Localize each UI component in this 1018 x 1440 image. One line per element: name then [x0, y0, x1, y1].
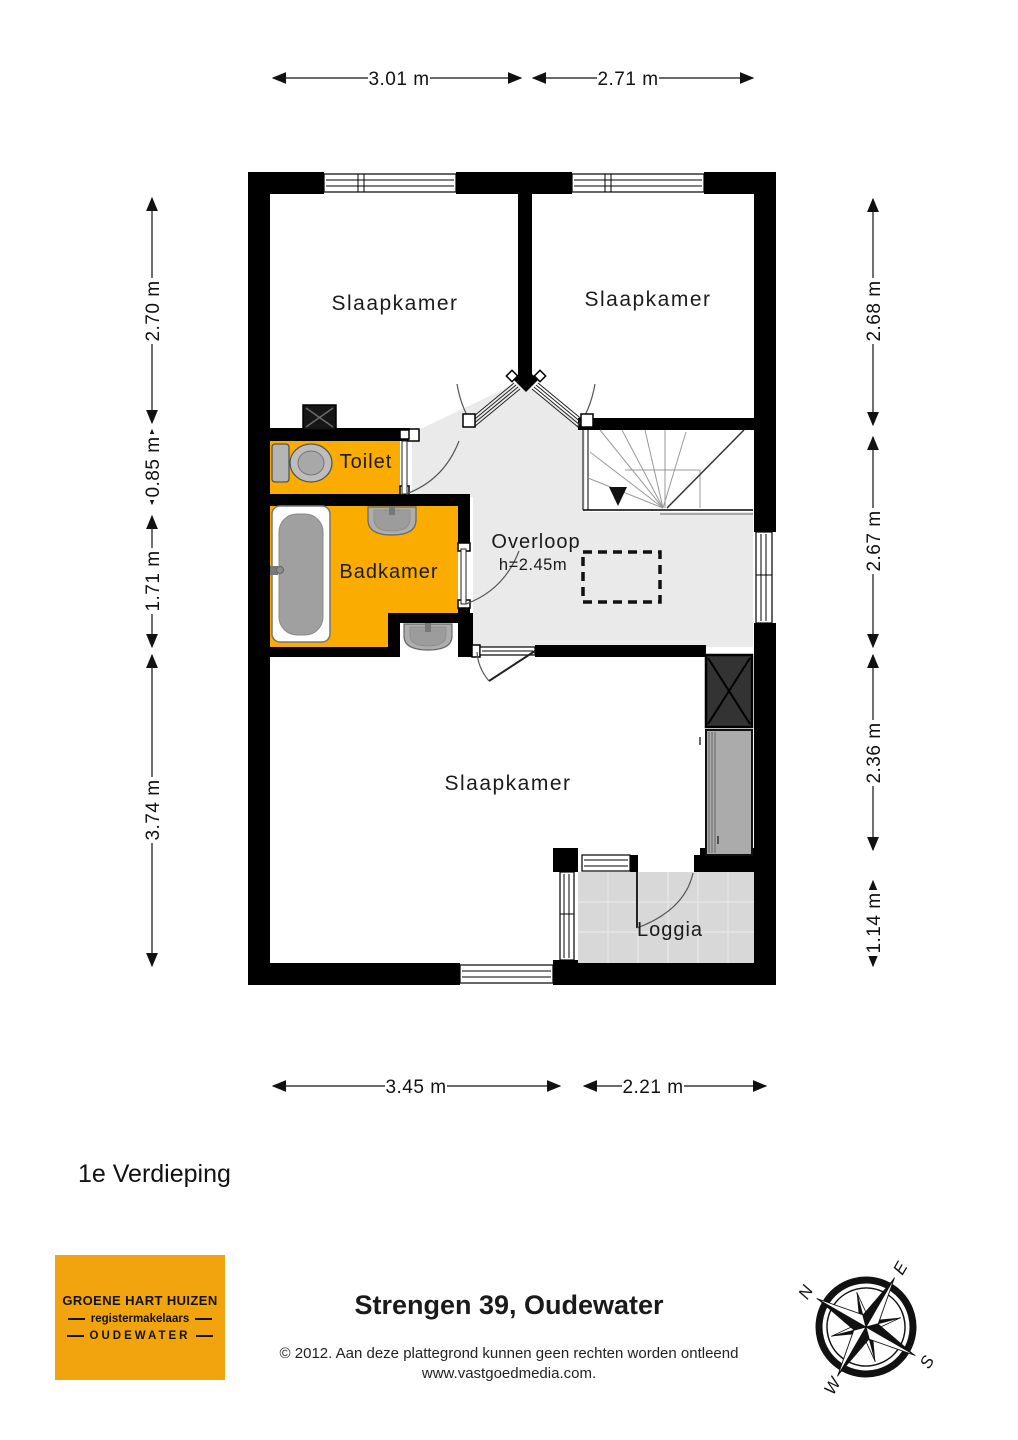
- label-bedroom-top-right: Slaapkamer: [584, 288, 712, 311]
- svg-text:2.21 m: 2.21 m: [622, 1077, 684, 1098]
- label-bathroom: Badkamer: [339, 561, 439, 583]
- window-top-right: [572, 174, 704, 192]
- svg-text:2.36 m: 2.36 m: [864, 722, 885, 784]
- logo-line3: OUDEWATER: [89, 1330, 191, 1342]
- dimension-right-4: [860, 881, 886, 966]
- label-bedroom-bottom: Slaapkamer: [444, 772, 572, 795]
- label-loggia: Loggia: [636, 919, 704, 941]
- window-right-landing: [756, 532, 772, 623]
- svg-text:1.14 m: 1.14 m: [864, 892, 885, 954]
- svg-text:3.45 m: 3.45 m: [385, 1077, 447, 1098]
- dimension-left-4: [139, 655, 165, 966]
- window-top-left: [324, 174, 456, 192]
- address-title: Strengen 39, Oudewater: [354, 1290, 664, 1320]
- label-landing-height: h=2.45m: [498, 556, 568, 574]
- logo-line2: registermakelaars: [90, 1313, 190, 1325]
- dimension-left-3: [139, 516, 165, 647]
- sink-bedroom-niche: [404, 623, 452, 650]
- label-bedroom-top-left: Slaapkamer: [331, 292, 459, 315]
- chimney-duct-top: [303, 405, 336, 430]
- dimension-right-1: [860, 199, 886, 425]
- logo-dash: [196, 1335, 213, 1337]
- compass-east-label: E: [889, 1258, 912, 1279]
- label-toilet: Toilet: [339, 451, 393, 473]
- svg-text:2.68 m: 2.68 m: [864, 280, 885, 342]
- loggia-floor: [578, 872, 756, 963]
- dimension-bottom-left: [273, 1072, 560, 1098]
- window-bottom-bedroom: [460, 965, 553, 983]
- dimension-right-2: [860, 437, 886, 647]
- compass-north-label: N: [794, 1282, 818, 1303]
- dimension-right-3: [860, 655, 886, 850]
- compass-west-label: W: [820, 1374, 845, 1398]
- door-bedroom-bottom: [472, 645, 535, 681]
- svg-text:3.01 m: 3.01 m: [368, 69, 430, 90]
- svg-text:2.70 m: 2.70 m: [143, 280, 164, 342]
- floor-label: 1e Verdieping: [78, 1160, 231, 1188]
- chimney-duct-right: [706, 655, 752, 727]
- bathtub: [270, 506, 330, 642]
- window-loggia-top: [582, 855, 630, 871]
- logo-dash: [67, 1335, 84, 1337]
- logo-line1: GROENE HART HUIZEN: [62, 1293, 218, 1308]
- compass-south-label: S: [915, 1352, 939, 1372]
- svg-text:2.67 m: 2.67 m: [864, 510, 885, 572]
- copyright-text: © 2012. Aan deze plattegrond kunnen geen rechten worden ontleend: [279, 1345, 739, 1362]
- website-text: www.vastgoedmedia.com.: [421, 1365, 597, 1382]
- svg-text:3.74 m: 3.74 m: [143, 779, 164, 841]
- svg-text:1.71 m: 1.71 m: [143, 550, 164, 612]
- dimension-bottom-right: [584, 1072, 766, 1098]
- logo-line3-row: [67, 1330, 214, 1342]
- sink-bathroom: [368, 506, 416, 535]
- dimension-top-left: [273, 64, 521, 90]
- closet-cabinet: [700, 730, 752, 855]
- window-loggia-left: [560, 872, 574, 960]
- dimension-left-1: [139, 198, 165, 423]
- svg-text:2.71 m: 2.71 m: [597, 69, 659, 90]
- dimension-left-2: [139, 430, 165, 504]
- toilet-fixture: [272, 444, 332, 482]
- compass-rose: [760, 1223, 973, 1433]
- label-landing: Overloop: [491, 531, 581, 553]
- dimension-top-right: [533, 64, 753, 90]
- svg-text:0.85 m: 0.85 m: [143, 436, 164, 498]
